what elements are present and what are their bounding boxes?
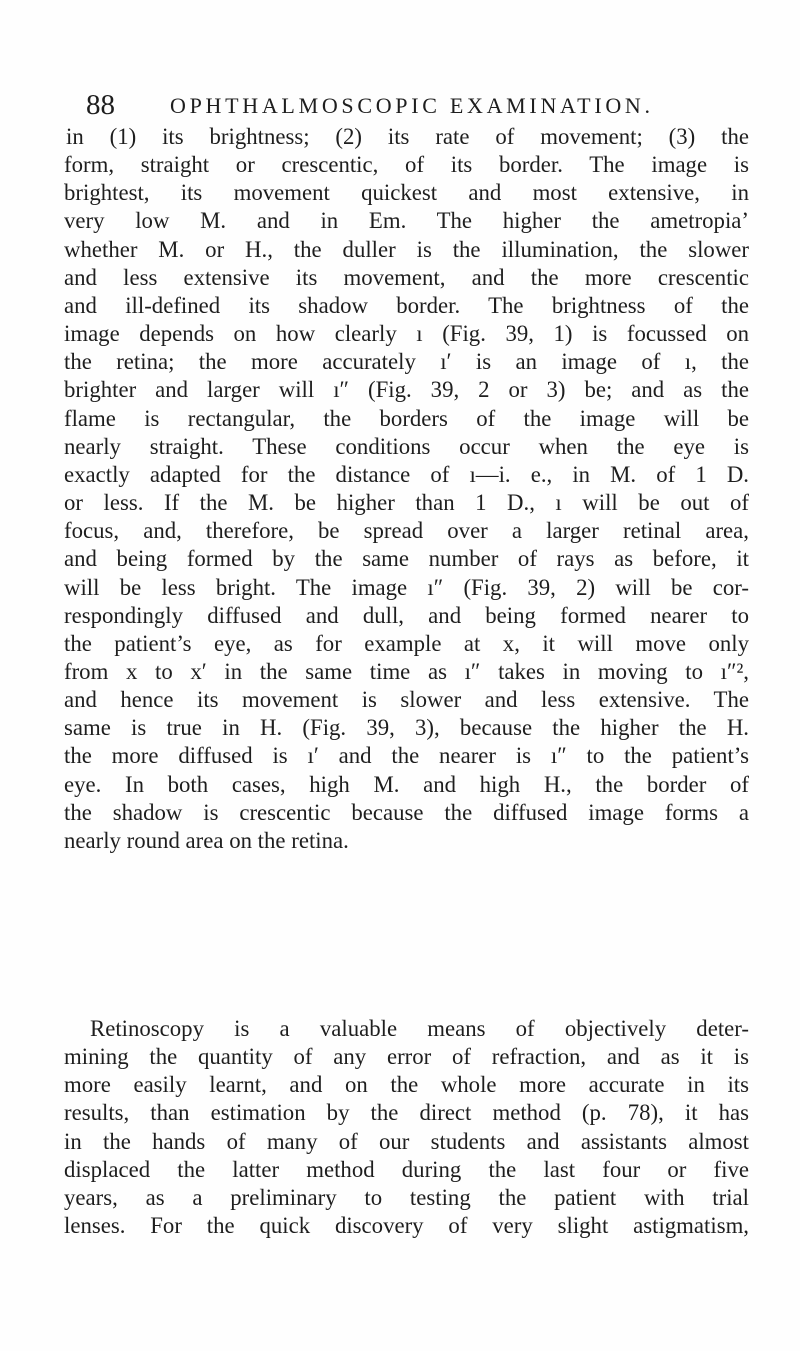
text-line: the patient’s eye, as for example at x, it will move only xyxy=(64,630,749,656)
text-line: flame is rectangular, the borders of the image will be xyxy=(64,405,749,431)
text-line: nearly round area on the retina. xyxy=(64,827,349,853)
text-line: nearly straight. These conditions occur when the eye is xyxy=(64,433,749,459)
page-number: 88 xyxy=(86,89,115,121)
text-line: in the hands of many of our students and assistants almost xyxy=(64,1128,749,1154)
text-line: brightest, its movement quickest and most extensive, in xyxy=(64,180,749,206)
text-line: displaced the latter method during the last four or five xyxy=(64,1156,749,1182)
running-title: OPHTHALMOSCOPIC EXAMINATION. xyxy=(170,93,654,118)
text-line: same is true in H. (Fig. 39, 3), because the higher the H. xyxy=(64,715,749,741)
text-line: very low M. and in Em. The higher the ametropiaʼ xyxy=(64,208,749,234)
text-line: years, as a preliminary to testing the patient with trial xyxy=(64,1184,749,1210)
text-line: results, than estimation by the direct method (p. 78), it has xyxy=(64,1100,749,1126)
text-line: will be less bright. The image ı″ (Fig. 39, 2) will be cor- xyxy=(64,574,749,600)
text-line: more easily learnt, and on the whole more accurate in its xyxy=(64,1072,749,1098)
text-line: and less extensive its movement, and the more crescentic xyxy=(64,264,749,290)
text-line: respondingly diffused and dull, and being formed nearer to xyxy=(64,602,749,628)
text-line: in (1) its brightness; (2) its rate of movement; (3) the xyxy=(66,124,749,149)
text-line: lenses. For the quick discovery of very slight astigmatism, xyxy=(64,1213,749,1239)
text-line: form, straight or crescentic, of its border. The image is xyxy=(64,152,749,178)
text-line: and hence its movement is slower and less extensive. The xyxy=(64,687,749,713)
text-line: mining the quantity of any error of refraction, and as it is xyxy=(64,1044,749,1070)
paragraph-2 xyxy=(64,1015,749,1240)
text-line: the more diffused is ı′ and the nearer is ı″ to the patient’s xyxy=(64,743,749,769)
page-header xyxy=(86,88,726,122)
text-line: the retina; the more accurately ı′ is an image of ı, the xyxy=(64,349,749,375)
text-line: image depends on how clearly ı (Fig. 39, 1) is focussed on xyxy=(64,321,749,347)
text-line: or less. If the M. be higher than 1 D., ı will be out of xyxy=(64,490,749,516)
text-line: eye. In both cases, high M. and high H., the border of xyxy=(64,771,749,797)
text-line: focus, and, therefore, be spread over a larger retinal area, xyxy=(64,518,749,544)
text-line: and being formed by the same number of rays as before, it xyxy=(64,546,749,572)
text-line: whether M. or H., the duller is the illumination, the slower xyxy=(64,236,749,262)
paragraph-1 xyxy=(64,123,749,855)
text-line: and ill-defined its shadow border. The brightness of the xyxy=(64,292,749,318)
text-line: Retinoscopy is a valuable means of objectively deter- xyxy=(90,1016,749,1041)
text-line: the shadow is crescentic because the diffused image forms a xyxy=(64,799,749,825)
text-line: brighter and larger will ı″ (Fig. 39, 2 or 3) be; and as the xyxy=(64,377,749,403)
text-line: exactly adapted for the distance of ı—i. e., in M. of 1 D. xyxy=(64,461,749,487)
text-line: from x to x′ in the same time as ı″ takes in moving to ı″², xyxy=(64,658,749,684)
